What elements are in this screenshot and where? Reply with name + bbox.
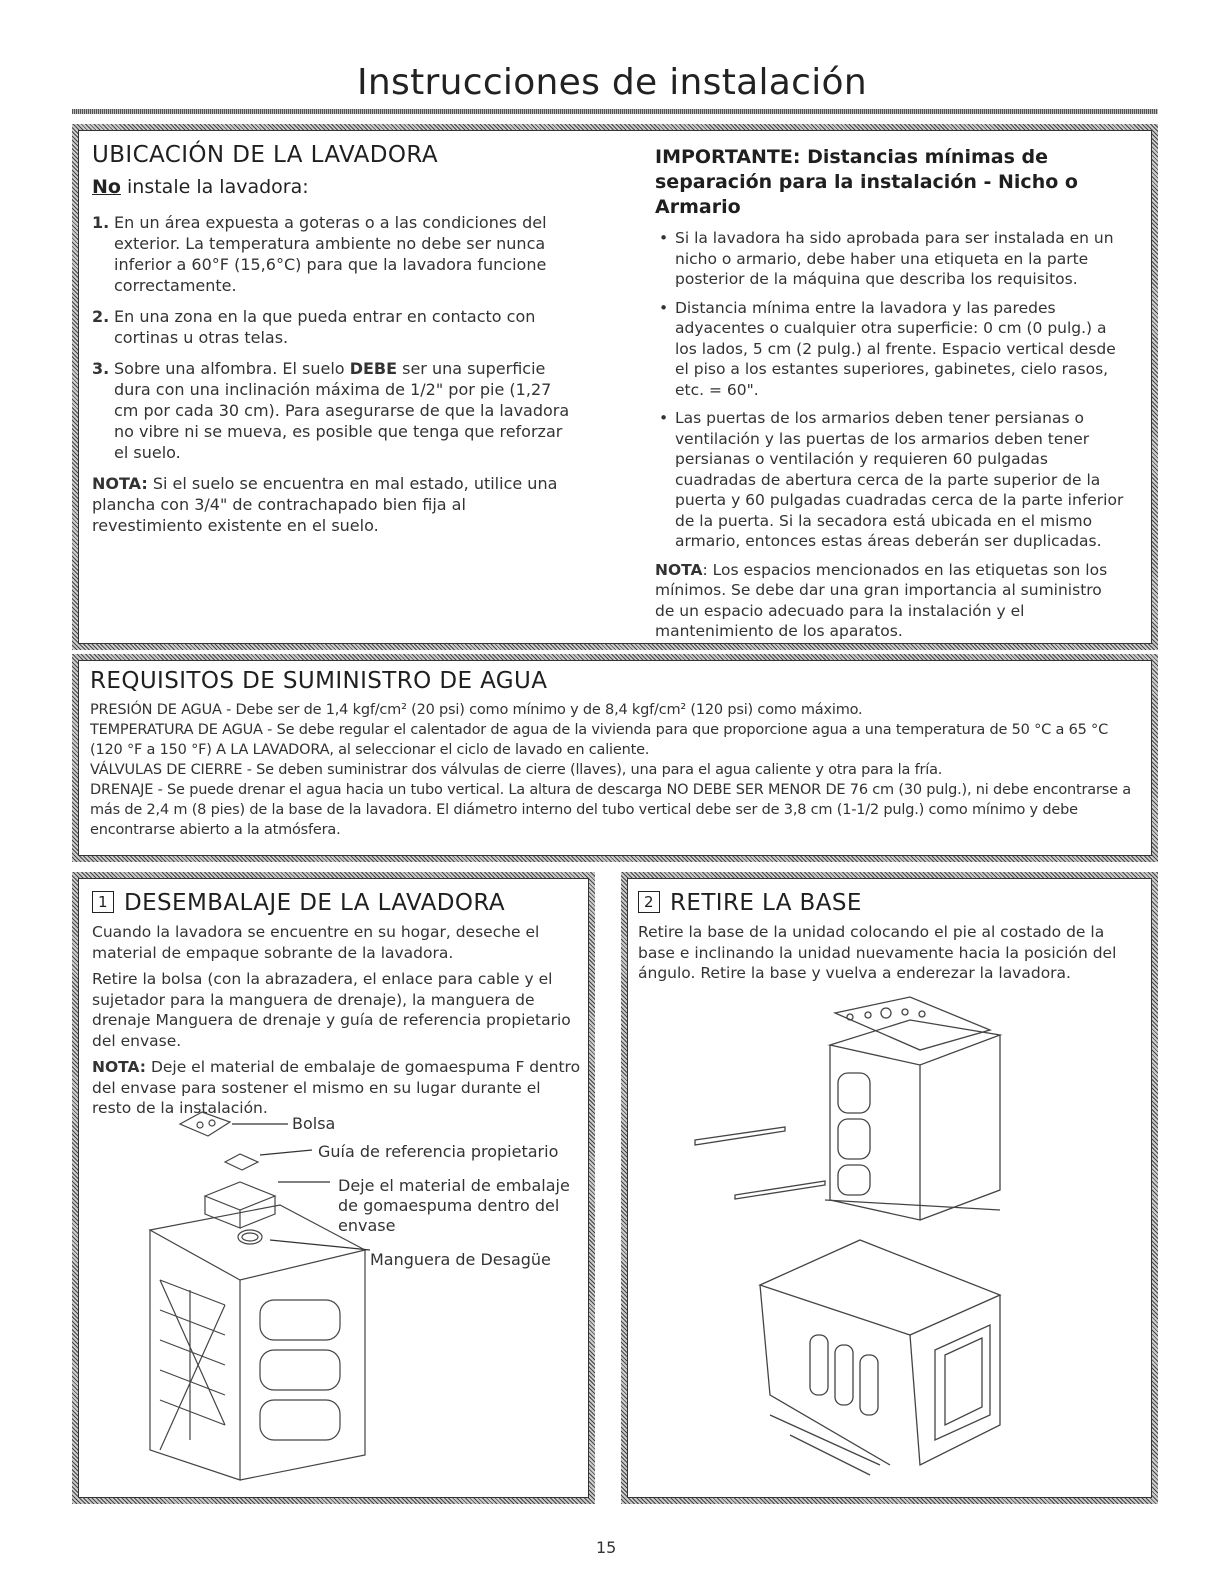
location-subheading — [92, 176, 572, 198]
unpack-p1: Cuando la lavadora se encuentre en su hogar, deseche el material de empaque sobrante de la lavadora. — [92, 923, 540, 962]
list-item — [92, 358, 572, 463]
item-text: En una zona en la que pueda entrar en contacto con cortinas u otras telas. — [114, 307, 536, 347]
unpack-heading-text: DESEMBALAJE DE LA LAVADORA — [124, 890, 505, 916]
foam-label: Deje el material de embalaje de gomaespuma dentro del envase — [338, 1176, 570, 1235]
location-subheading-em: No — [92, 176, 121, 198]
item-text: Sobre una alfombra. El suelo — [114, 359, 350, 378]
bag-icon — [180, 1112, 230, 1136]
unpack-content — [92, 890, 582, 1119]
water-valves: VÁLVULAS DE CIERRE - Se deben suministrar dos válvulas de cierre (llaves), una para el agua caliente y otra para la fría. — [90, 762, 943, 778]
title-rule — [72, 109, 1158, 114]
page-title: Instrucciones de instalación — [357, 62, 867, 103]
item-number: 3. — [92, 359, 110, 378]
hose-label: Manguera de Desagüe — [370, 1250, 551, 1269]
note-text: : Los espacios mencionados en las etiquetas son los mínimos. Se debe dar una gran importancia al suministro de un espacio adecuado para la instalación y el mantenimiento de los aparatos. — [655, 560, 1108, 640]
list-item: • Distancia mínima entre la lavadora y las paredes adyacentes o cualquier otra superficie: 0 cm (0 pulg.) a los lados, 5 cm (2 pulg.) al frente. Espacio vertical desde el piso a los estantes superiores, gabinetes, cielo rasos, etc. = 60". — [655, 298, 1125, 401]
location-subheading-rest: instale la lavadora: — [120, 176, 309, 198]
clearance-note — [655, 560, 1125, 642]
water-content — [90, 668, 1140, 840]
item-text-bold: DEBE — [349, 359, 398, 378]
list-item — [92, 212, 572, 296]
note-label: NOTA: — [92, 474, 148, 493]
bag-label: Bolsa — [292, 1114, 336, 1133]
item-text: ser una superficie dura con una inclinación máxima de 1/2" por pie (1,27 cm por cada 30 cm). Para asegurarse de que la lavadora no vibre ni se mueva, es posible que tenga que reforzar el suelo. — [114, 359, 570, 462]
unpack-heading — [92, 890, 582, 916]
location-heading: UBICACIÓN DE LA LAVADORA — [92, 142, 438, 168]
clearance-heading: IMPORTANTE: Distancias mínimas de separación para la instalación - Nicho o Armario — [655, 146, 1078, 218]
note-label: NOTA — [655, 560, 703, 579]
step-number: 2 — [638, 891, 660, 913]
clearance-column — [655, 145, 1125, 642]
water-drain: DRENAJE - Se puede drenar el agua hacia un tubo vertical. La altura de descarga NO DEBE SER MENOR DE 76 cm (30 pulg.), ni debe encontrarse a más de 2,4 m (8 pies) de la base de la lavadora. El diámetro interno del tubo vertical debe ser de 3,8 cm (1-1/2 pulg.) como mínimo y debe encontrarse abierto a la atmósfera. — [90, 782, 1131, 838]
list-item: • Si la lavadora ha sido aprobada para ser instalada en un nicho o armario, debe haber una etiqueta en la parte posterior de la máquina que describa los requisitos. — [655, 228, 1125, 290]
item-text: En un área expuesta a goteras o a las condiciones del exterior. La temperatura ambiente no debe ser nunca inferior a 60°F (15,6°C) para que la lavadora funcione correctamente. — [114, 213, 547, 295]
water-heading: REQUISITOS DE SUMINISTRO DE AGUA — [90, 668, 548, 694]
location-column — [92, 142, 572, 536]
base-heading-text: RETIRE LA BASE — [670, 890, 862, 916]
water-pressure: PRESIÓN DE AGUA - Debe ser de 1,4 kgf/cm² (20 psi) como mínimo y de 8,4 kgf/cm² (120 psi) como máximo. — [90, 702, 863, 718]
water-temperature: TEMPERATURA DE AGUA - Se debe regular el calentador de agua de la vivienda para que proporcione agua a una temperatura de 50 °C a 65 °C (120 °F a 150 °F) A LA LAVADORA, al seleccionar el ciclo de lavado en caliente. — [90, 722, 1109, 758]
list-item — [92, 306, 572, 348]
page-number: 15 — [596, 1538, 617, 1557]
base-content — [638, 890, 1138, 984]
note-label: NOTA: — [92, 1058, 147, 1076]
unpack-p2: Retire la bolsa (con la abrazadera, el enlace para cable y el sujetador para la manguera de drenaje), la manguera de drenaje Manguera de drenaje y guía de referencia propietario del envase. — [92, 970, 571, 1050]
clearance-list — [655, 228, 1125, 552]
base-text: Retire la base de la unidad colocando el pie al costado de la base e inclinando la unidad nuevamente hacia la posición del ángulo. Retire la base y vuelva a enderezar la lavadora. — [638, 923, 1117, 982]
remove-base-illustration — [690, 995, 1040, 1495]
note-text: Deje el material de embalaje de gomaespuma F dentro del envase para sostener el mismo en su lugar durante el resto de la instalación. — [92, 1058, 581, 1117]
list-item: • Las puertas de los armarios deben tener persianas o ventilación y las puertas de los armarios deben tener persianas o ventilación y requieren 60 pulgadas cuadradas de abertura cerca de la parte superior de la puerta y 60 pulgadas cuadradas cerca de la parte inferior de la puerta. Si la secadora está ubicada en el mismo armario, entonces estas áreas deberán ser duplicadas. — [655, 408, 1125, 552]
step-number: 1 — [92, 891, 114, 913]
location-note — [92, 473, 572, 536]
note-text: Si el suelo se encuentra en mal estado, utilice una plancha con 3/4" de contrachapado bien fija al revestimiento existente en el suelo. — [92, 474, 558, 535]
base-heading — [638, 890, 1138, 916]
item-number: 1. — [92, 213, 110, 232]
guide-label: Guía de referencia propietario — [318, 1142, 559, 1161]
item-number: 2. — [92, 307, 110, 326]
location-list — [92, 212, 572, 463]
